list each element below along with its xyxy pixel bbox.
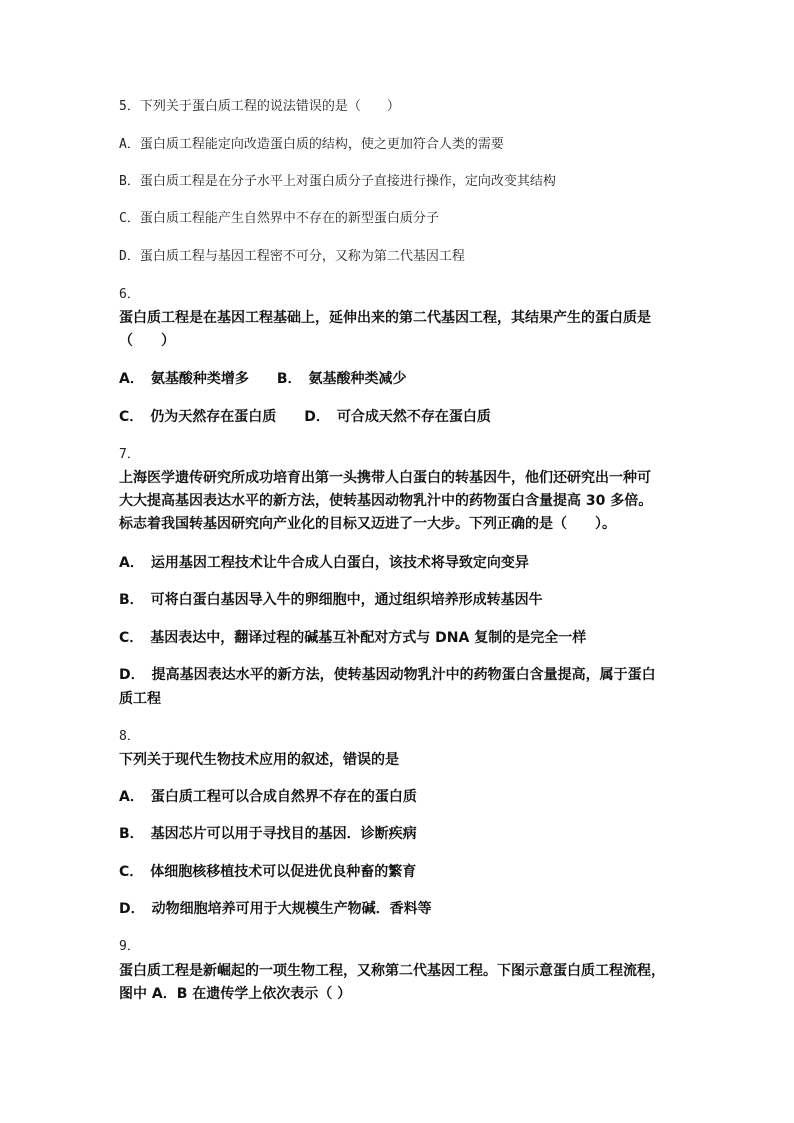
q9-number: 9． (119, 939, 140, 954)
q6-option-a: A． 氨基酸种类增多 (119, 371, 249, 387)
q6-option-b: B． 氨基酸种类减少 (276, 371, 407, 387)
q5-option-b: B．蛋白质工程是在分子水平上对蛋白质分子直接进行操作，定向改变其结构 (119, 174, 556, 189)
q7-stem-line3: 标志着我国转基因研究向产业化的目标又迈进了一大步。下列正确的是（ ）。 (119, 516, 616, 532)
q7-option-d-line1: D． 提高基因表达水平的新方法，使转基因动物乳汁中的药物蛋白含量提高，属于蛋白 (119, 667, 656, 683)
q9-stem-line1: 蛋白质工程是新崛起的一项生物工程，又称第二代基因工程。下图示意蛋白质工程流程， (119, 963, 665, 979)
q5-option-c: C．蛋白质工程能产生自然界中不存在的新型蛋白质分子 (119, 211, 439, 226)
q7-stem-line1: 上海医学遗传研究所成功培育出第一头携带人白蛋白的转基因牛，他们还研究出一种可 (119, 470, 651, 486)
q8-number: 8． (119, 729, 140, 744)
q7-option-d-line2: 质工程 (119, 691, 161, 707)
q6-options-row1 (119, 372, 407, 386)
q5-option-d: D．蛋白质工程与基因工程密不可分，又称为第二代基因工程 (119, 249, 465, 264)
q6-stem-line1: 蛋白质工程是在基因工程基础上，延伸出来的第二代基因工程，其结果产生的蛋白质是 (119, 310, 651, 326)
q5-stem: 5．下列关于蛋白质工程的说法错误的是（ ） (119, 99, 400, 114)
q7-number: 7． (119, 447, 140, 462)
q7-option-c: C． 基因表达中，翻译过程的碱基互补配对方式与 DNA 复制的是完全一样 (119, 630, 587, 646)
q9-stem-line2: 图中 A．B 在遗传学上依次表示（ ） (119, 986, 352, 1002)
q8-option-a: A． 蛋白质工程可以合成自然界不存在的蛋白质 (119, 789, 417, 805)
q6-option-d: D． 可合成天然不存在蛋白质 (304, 409, 491, 425)
q6-option-c: C． 仍为天然存在蛋白质 (119, 409, 277, 425)
q6-number: 6． (119, 287, 140, 302)
q8-option-d: D． 动物细胞培养可用于大规模生产物碱．香料等 (119, 901, 432, 917)
q7-stem-line2: 大大提高基因表达水平的新方法，使转基因动物乳汁中的药物蛋白含量提高 30 多倍。 (119, 493, 653, 509)
q8-option-b: B． 基因芯片可以用于寻找目的基因．诊断疾病 (119, 826, 417, 842)
q7-option-b: B． 可将白蛋白基因导入牛的卵细胞中，通过组织培养形成转基因牛 (119, 592, 543, 608)
q5-option-a: A．蛋白质工程能定向改造蛋白质的结构，使之更加符合人类的需要 (119, 137, 504, 152)
q7-option-a: A． 运用基因工程技术让牛合成人白蛋白，该技术将导致定向变异 (119, 555, 529, 571)
q6-stem-line2: （ ） (119, 333, 175, 349)
q8-option-c: C． 体细胞核移植技术可以促进优良种畜的繁育 (119, 864, 417, 880)
q6-options-row2 (119, 410, 491, 424)
q8-stem: 下列关于现代生物技术应用的叙述，错误的是 (119, 752, 399, 768)
